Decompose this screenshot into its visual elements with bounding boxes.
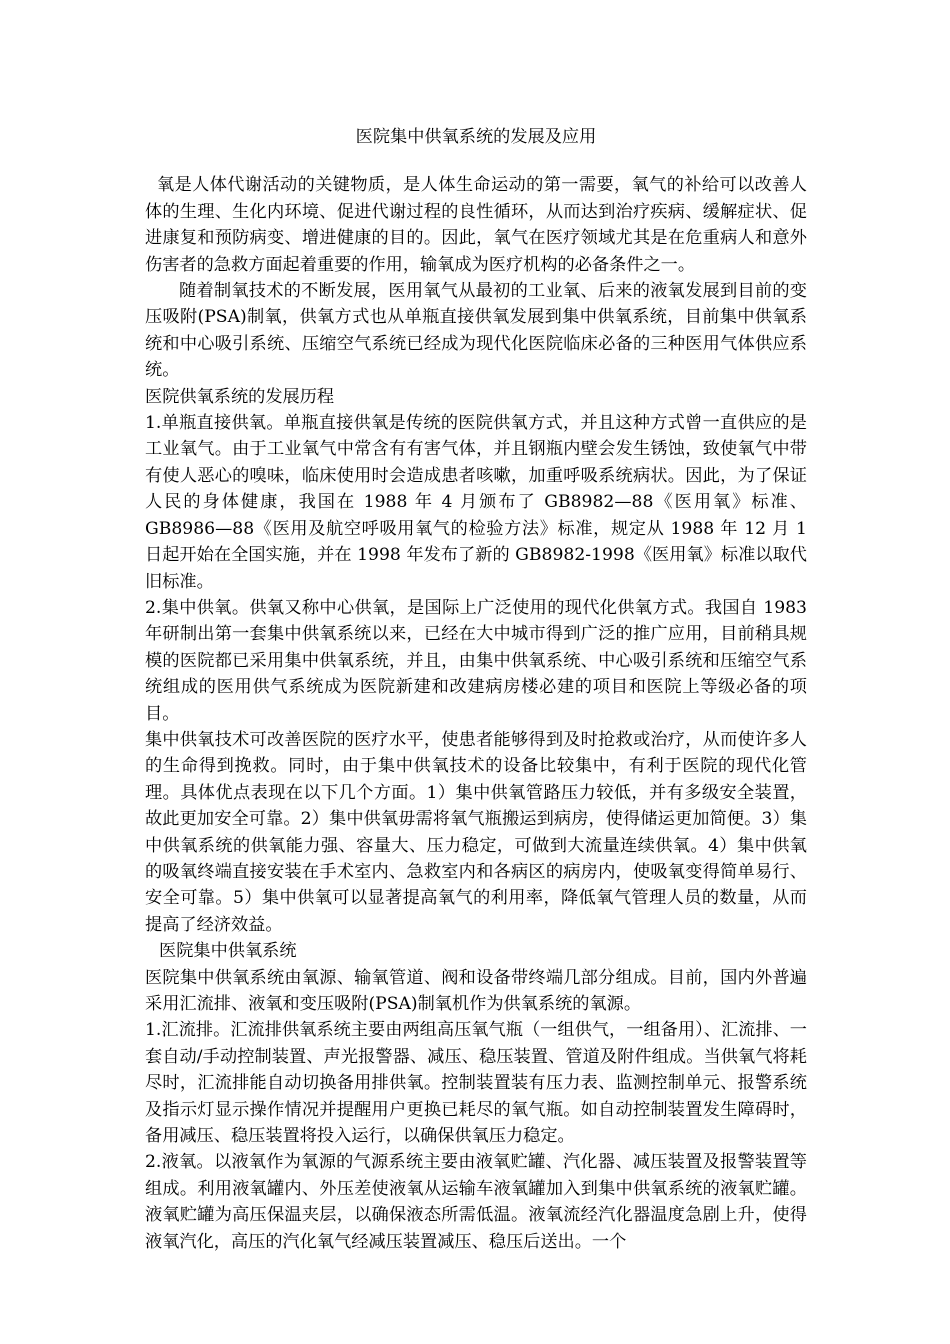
paragraph-single-bottle: 1.单瓶直接供氧。单瓶直接供氧是传统的医院供氧方式，并且这种方式曾一直供应的是工业氧气。由于工业氧气中常含有有害气体，并且钢瓶内壁会发生锈蚀，致使氧气中带有使人恶心的嗅味，临床使用时会造成患者咳嗽，加重呼吸系统病状。因此，为了保证人民的身体健康，我国在 1988 年 4 月颁布了 GB8982—88《医用氧》标准、GB8986—88《医用及航空呼吸用氧气的检验方法》标准，规定从 1988 年 12 月 1 日起开始在全国实施，并在 1998 年发布了新的 GB8982-1998《医用氧》标准以取代旧标准。 <box>145 413 807 592</box>
paragraph-development: 随着制氧技术的不断发展，医用氧气从最初的工业氧、后来的液氧发展到目前的变压吸附(PSA)制氧，供氧方式也从单瓶直接供氧发展到集中供氧系统，目前集中供氧系统和中心吸引系统、压缩空气系统已经成为现代化医院临床必备的三种医用气体供应系统。 <box>145 281 807 381</box>
paragraph-advantages: 集中供氧技术可改善医院的医疗水平，使患者能够得到及时抢救或治疗，从而使许多人的生命得到挽救。同时，由于集中供氧技术的设备比较集中，有利于医院的现代化管理。具体优点表现在以下几个方面。1）集中供氧管路压力较低，并有多级安全装置，故此更加安全可靠。2）集中供氧毋需将氧气瓶搬运到病房，使得储运更加简便。3）集中供氧系统的供氧能力强、容量大、压力稳定，可做到大流量连续供氧。4）集中供氧的吸氧终端直接安装在手术室内、急救室内和各病区的病房内，使吸氧变得简单易行、安全可靠。5）集中供氧可以显著提高氧气的利用率，降低氧气管理人员的数量，从而提高了经济效益。 <box>145 729 807 935</box>
paragraph-manifold: 1.汇流排。汇流排供氧系统主要由两组高压氧气瓶（一组供气，一组备用）、汇流排、一套自动/手动控制装置、声光报警器、减压、稳压装置、管道及附件组成。当供氧气将耗尽时，汇流排能自动切换备用排供氧。控制装置装有压力表、监测控制单元、报警系统及指示灯显示操作情况并提醒用户更换已耗尽的氧气瓶。如自动控制装置发生障碍时，备用减压、稳压装置将投入运行，以确保供氧压力稳定。 <box>145 1020 807 1147</box>
section-heading-central-system: 医院集中供氧系统 <box>159 941 297 962</box>
document-body <box>145 120 807 1255</box>
document-title: 医院集中供氧系统的发展及应用 <box>355 127 597 147</box>
paragraph-liquid-oxygen: 2.液氧。以液氧作为氧源的气源系统主要由液氧贮罐、汽化器、减压装置及报警装置等组成。利用液氧罐内、外压差使液氧从运输车液氧罐加入到集中供氧系统的液氧贮罐。液氧贮罐为高压保温夹层，以确保液态所需低温。液氧流经汽化器温度急剧上升，使得液氧汽化，高压的汽化氧气经减压装置减压、稳压后送出。一个 <box>145 1152 807 1252</box>
paragraph-intro: 氧是人体代谢活动的关键物质，是人体生命运动的第一需要，氧气的补给可以改善人体的生理、生化内环境、促进代谢过程的良性循环，从而达到治疗疾病、缓解症状、促进康复和预防病变、增进健康的目的。因此，氧气在医疗领域尤其是在危重病人和意外伤害者的急救方面起着重要的作用，输氧成为医疗机构的必备条件之一。 <box>145 175 807 275</box>
paragraph-central-supply: 2.集中供氧。供氧又称中心供氧，是国际上广泛使用的现代化供氧方式。我国自 1983 年研制出第一套集中供氧系统以来，已经在大中城市得到广泛的推广应用，目前稍具规模的医院都已采用集中供氧系统，并且，由集中供氧系统、中心吸引系统和压缩空气系统组成的医用供气系统成为医院新建和改建病房楼必建的项目和医院上等级必备的项目。 <box>145 597 807 724</box>
section-heading-history: 医院供氧系统的发展历程 <box>145 386 335 407</box>
paragraph-system-composition: 医院集中供氧系统由氧源、输氧管道、阀和设备带终端几部分组成。目前，国内外普遍采用汇流排、液氧和变压吸附(PSA)制氧机作为供氧系统的氧源。 <box>145 967 807 1014</box>
